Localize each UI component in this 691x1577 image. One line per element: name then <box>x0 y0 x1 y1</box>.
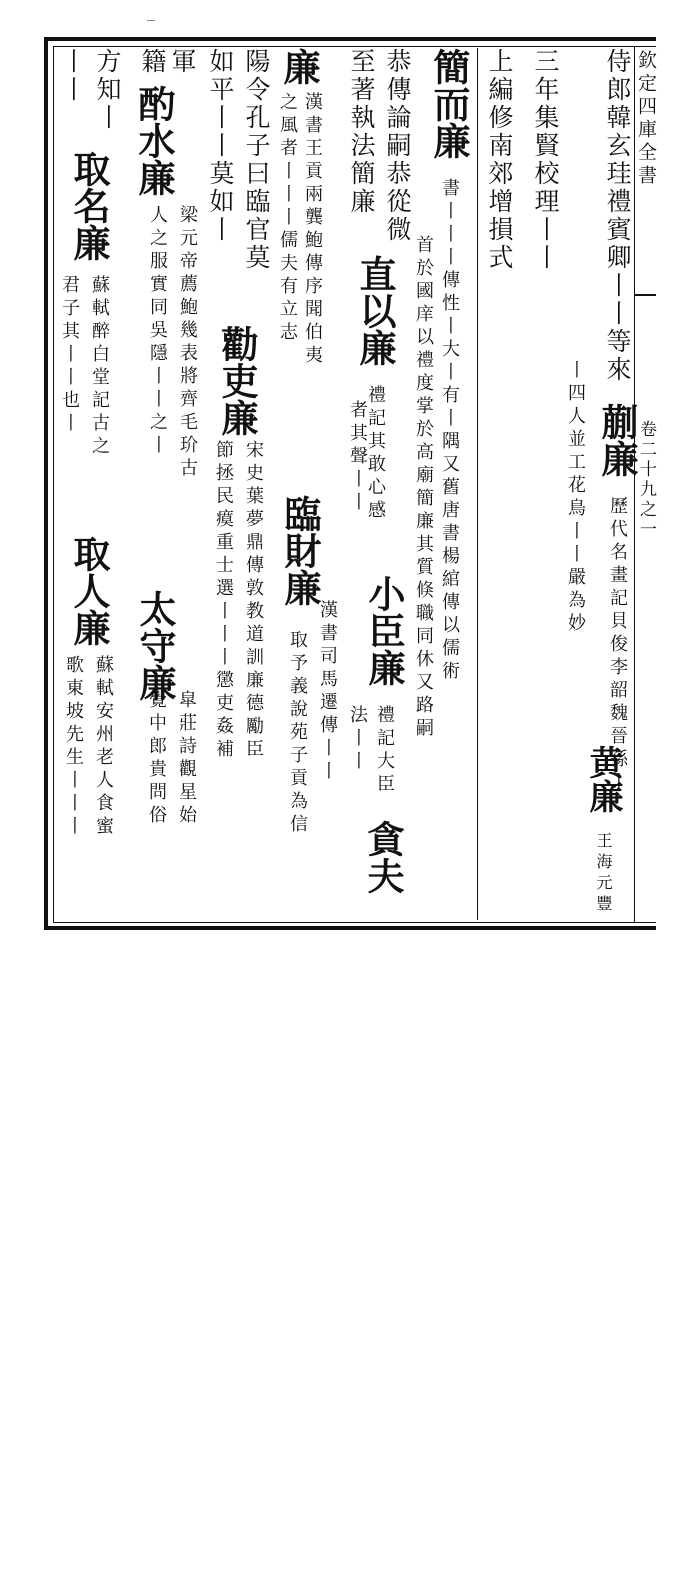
entry-note: 丨四人並工花鳥丨丨嚴為妙 <box>565 360 586 636</box>
entry-headword: 臨財廉 <box>278 495 322 606</box>
column-text: 軍 <box>168 48 197 76</box>
entry-note: 漢書王貢兩龔鮑傳序聞伯夷 <box>302 92 323 368</box>
entry-headword: 簡而廉 <box>427 48 471 159</box>
entry-headword: 小臣廉 <box>362 575 406 686</box>
entry-note: 法丨丨 <box>347 705 368 774</box>
entry-note: 人之服實同吳隱丨丨之丨 <box>147 205 168 458</box>
entry-note: 梁元帝薦鮑幾表將齊毛玠古 <box>177 205 198 481</box>
entry-note: 首於國庠以禮度掌於高廟簡廉其質倏職同休又路嗣 <box>413 235 434 741</box>
header-divider <box>634 294 656 296</box>
text-column-19b <box>94 655 112 1527</box>
entry-note: 歷代名畫記貝俊李韶魏晉孫丨 <box>607 496 628 795</box>
text-column-3 <box>533 48 558 920</box>
text-column-2 <box>566 360 584 1232</box>
entry-headword: 貪夫 <box>361 820 405 894</box>
entry-note: 歌東坡先生丨丨丨 <box>63 655 84 839</box>
entry-note: 漢書司馬遷傳丨丨 <box>317 600 338 784</box>
entry-note: 王海元豐 <box>594 832 613 916</box>
entry-note: 蘇軾醉白堂記古之 <box>89 275 110 459</box>
entry-headword: 酌水廉 <box>132 85 176 196</box>
text-column-8 <box>361 575 406 1447</box>
text-column-19c <box>64 655 82 1527</box>
entry-note: 取予義說苑子貢為信 <box>287 630 308 837</box>
text-column-12c <box>244 440 262 1312</box>
text-column-4 <box>487 48 512 920</box>
text-column-2b <box>583 745 623 925</box>
text-column-10b <box>318 600 336 1472</box>
entry-note: 禮記其敢心感 <box>365 385 386 523</box>
entry-headword: 蒯廉 <box>595 403 639 477</box>
column-divider <box>477 48 478 920</box>
entry-note: 宋史葉夢鼎傳敦教道訓廉德勵臣 <box>243 440 264 762</box>
column-text: 陽令孔子曰臨官莫 <box>242 48 271 272</box>
entry-headword: 廉 <box>277 48 321 85</box>
entry-note: 蘇軾安州老人食蜜 <box>93 655 114 839</box>
entry-note: 禮記大臣 <box>374 705 395 797</box>
column-text: 籍 <box>138 48 167 76</box>
column-text: 上編修南郊增損式 <box>485 48 514 272</box>
scan-mark <box>147 20 155 21</box>
text-column-15c <box>147 690 165 1562</box>
text-column-15b <box>177 690 195 1562</box>
entry-note: 覺中郎貴問俗 <box>146 690 167 828</box>
column-text: 丨丨 <box>58 48 87 104</box>
entry-headword: 黄廉 <box>583 745 623 813</box>
column-text: 侍郎韓玄珪禮賓卿丨丨等來 <box>603 48 632 384</box>
column-text: 如平丨丨莫如丨 <box>206 48 235 244</box>
column-text: 方知丨 <box>93 48 122 132</box>
text-column-5 <box>427 48 471 920</box>
entry-note: 之風者丨丨丨儒夫有立志 <box>277 92 298 345</box>
entry-headword: 勸吏廉 <box>215 325 259 436</box>
entry-headword: 取人廉 <box>67 535 111 646</box>
column-text: 恭傳論嗣恭從微 <box>383 48 412 244</box>
entry-note: 皐莊詩觀星始 <box>176 690 197 828</box>
entry-note: 君子其丨丨也丨 <box>59 275 80 436</box>
volume-number: 卷二十九之一 <box>636 420 656 540</box>
entry-headword: 取名廉 <box>67 150 111 261</box>
book-title: 欽定四庫全書 <box>635 50 657 188</box>
text-column-8c <box>361 820 405 920</box>
column-text: 三年集賢校理丨丨 <box>531 48 560 272</box>
column-text: 至著執法簡廉 <box>347 48 376 216</box>
entry-note: 書丨丨丨傳性丨大丨有丨隅又舊唐書楊綰傳以儒術 <box>439 178 460 684</box>
entry-note: 者其聲丨丨 <box>347 400 368 515</box>
entry-headword: 太守廉 <box>133 590 177 701</box>
text-column-10c <box>288 630 306 1502</box>
text-column-12d <box>214 440 232 1312</box>
text-column-5b <box>414 235 432 1107</box>
entry-note: 節拯民瘼重士選丨丨丨懲吏姦補 <box>213 440 234 762</box>
entry-headword: 直以廉 <box>353 255 397 366</box>
